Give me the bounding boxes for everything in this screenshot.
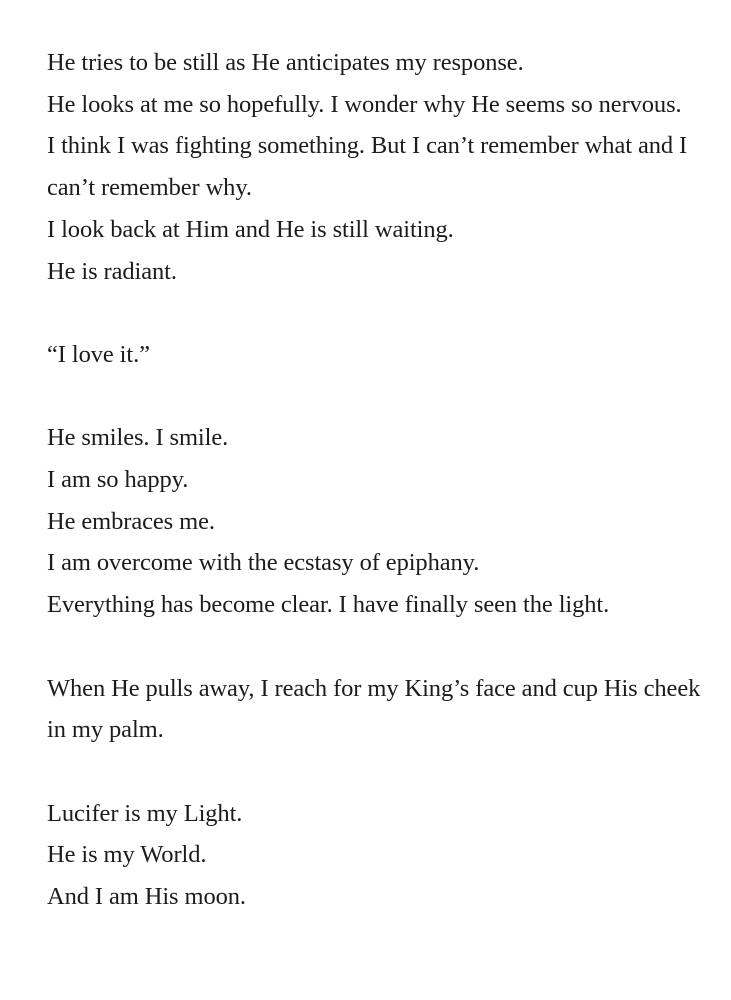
text-line: He is radiant. (47, 257, 177, 285)
text-line: I think I was fighting something. But I can’t remember what and I can’t remember why. (47, 132, 694, 202)
paragraph-spacer (47, 626, 707, 668)
document-page (47, 42, 707, 918)
paragraph-spacer (47, 292, 707, 334)
paragraph-spacer (47, 751, 707, 793)
text-line: He is my World. (47, 841, 207, 869)
paragraph (47, 42, 707, 292)
text-line: Everything has become clear. I have finally seen the light. (47, 591, 610, 619)
paragraph (47, 334, 707, 376)
text-line: He looks at me so hopefully. I wonder why He seems so nervous. (47, 90, 682, 118)
text-line: And I am His moon. (47, 883, 246, 910)
paragraph (47, 793, 707, 918)
text-line: Lucifer is my Light. (47, 799, 243, 827)
text-line: He embraces me. (47, 507, 215, 535)
text-line: I am so happy. (47, 466, 189, 493)
paragraph-spacer (47, 376, 707, 418)
text-line: “I love it.” (47, 340, 150, 368)
text-line: I am overcome with the ecstasy of epiphany. (47, 549, 480, 577)
text-line: I look back at Him and He is still waiting. (47, 215, 454, 243)
text-line: When He pulls away, I reach for my King’s face and cup His cheek in my palm. (47, 674, 707, 744)
text-line: He tries to be still as He anticipates my response. (47, 49, 524, 76)
paragraph (47, 417, 707, 626)
text-line: He smiles. I smile. (47, 424, 229, 452)
paragraph (47, 668, 707, 751)
